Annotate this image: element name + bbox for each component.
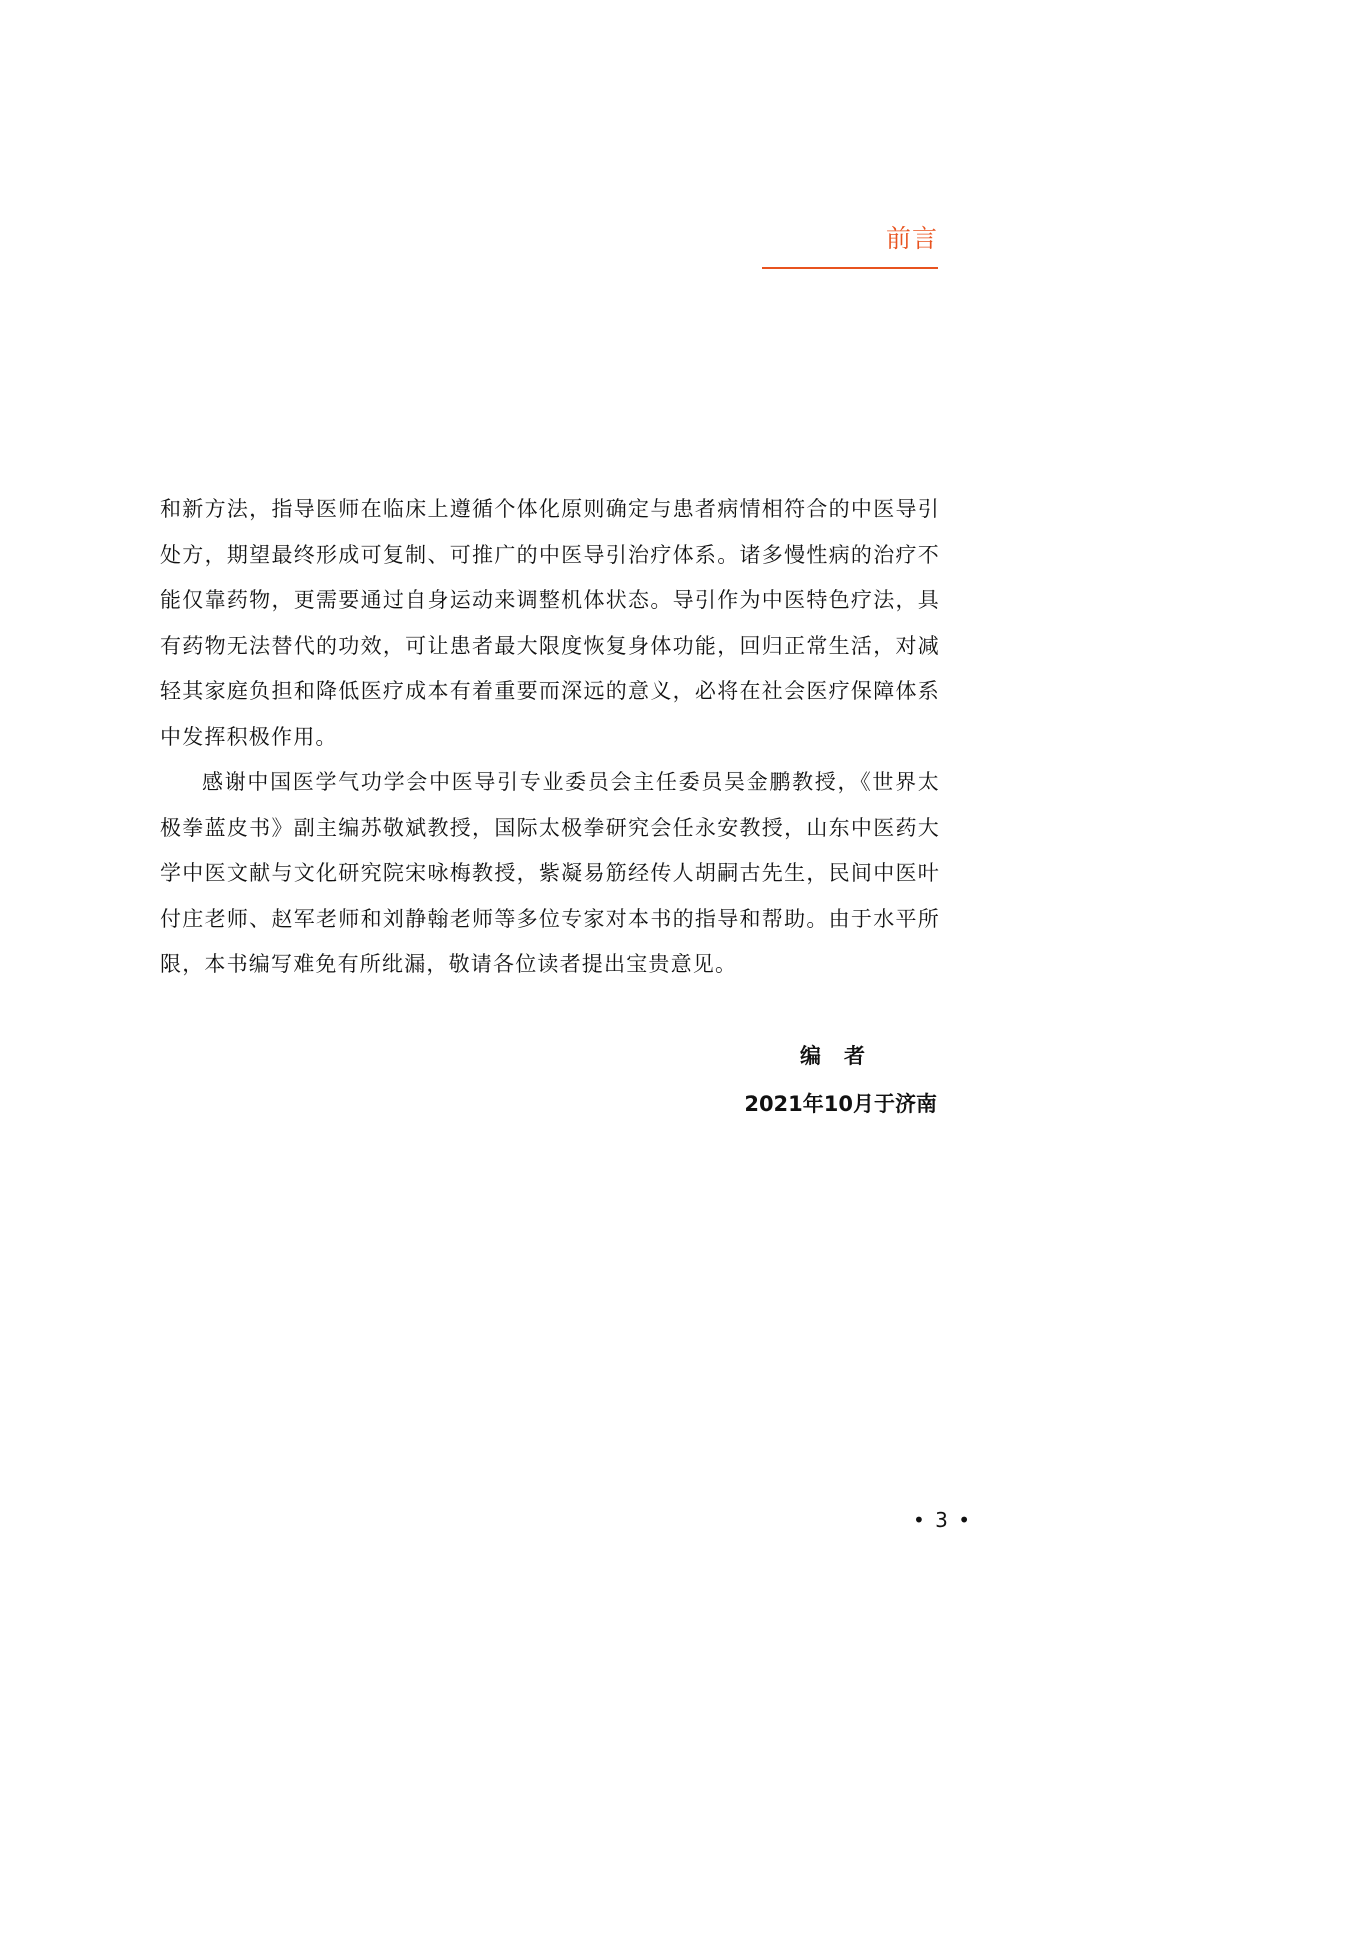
title-underline [762,267,938,269]
paragraph-continuation: 和新方法，指导医师在临床上遵循个体化原则确定与患者病情相符合的中医导引处方，期望最终形成可复制、可推广的中医导引治疗体系。诸多慢性病的治疗不能仅靠药物，更需要通过自身运动来调整机体状态。导引作为中医特色疗法，具有药物无法替代的功效，可让患者最大限度恢复身体功能，回归正常生活，对减轻其家庭负担和降低医疗成本有着重要而深远的意义，必将在社会医疗保障体系中发挥积极作用。 [160,497,940,749]
paragraph-acknowledgements: 感谢中国医学气功学会中医导引专业委员会主任委员吴金鹏教授，《世界太极拳蓝皮书》副主编苏敬斌教授，国际太极拳研究会任永安教授，山东中医药大学中医文献与文化研究院宋咏梅教授，紫凝易筋经传人胡嗣古先生，民间中医叶付庄老师、赵军老师和刘静翰老师等多位专家对本书的指导和帮助。由于水平所限，本书编写难免有所纰漏，敬请各位读者提出宝贵意见。 [160,770,940,976]
signature-author: 编 者 [800,1044,866,1068]
signature-date: 2021年10月于济南 [744,1092,937,1116]
body-text [160,487,940,988]
page-number: • 3 • [912,1508,972,1532]
section-title: 前言 [885,224,938,253]
